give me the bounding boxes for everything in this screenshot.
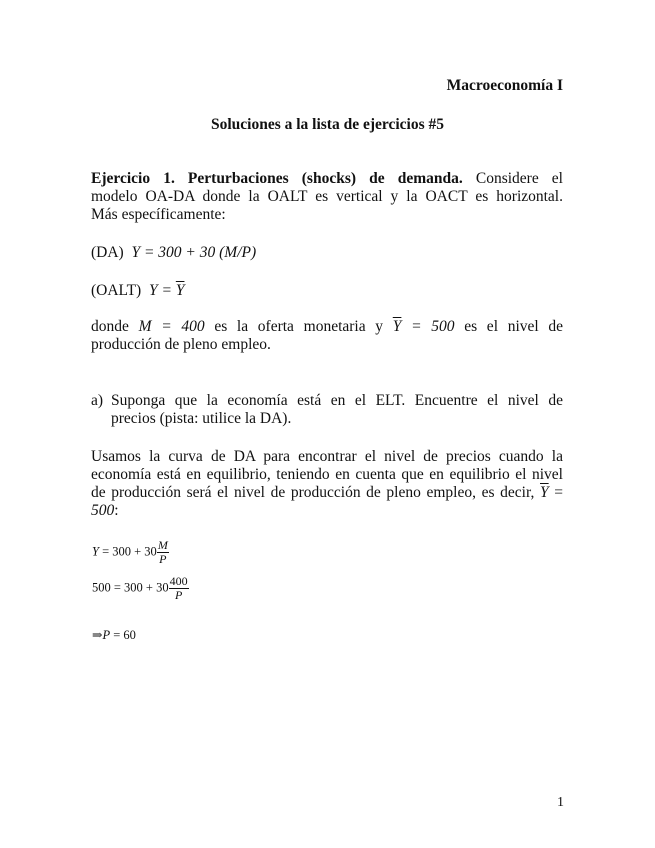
eq1-denominator: P (159, 552, 167, 566)
eq2-numerator: 400 (169, 574, 188, 588)
oalt-lhs: Y = (148, 282, 172, 299)
da-label: (DA) (91, 244, 124, 261)
math-equation-1 (92, 539, 169, 566)
eq1-lhs: Y (92, 544, 99, 559)
answer-colon: : (114, 502, 119, 519)
math-equation-2 (92, 575, 189, 602)
exercise-heading: Ejercicio 1. Perturbaciones (shocks) de demanda. (91, 170, 463, 187)
answer-500: 500 (91, 502, 115, 519)
eq1-numerator: M (157, 538, 168, 552)
exercise-intro-line-1 (91, 170, 563, 188)
answer-ybar: $\overline{Y}$ (540, 484, 549, 501)
eq2-lhs: 500 = 300 + 30 (92, 580, 169, 595)
answer-line-3 (91, 484, 563, 502)
exercise-intro-line-3: Más específicamente: (91, 206, 226, 223)
eq2-fraction (169, 575, 189, 602)
eq3-rest: = 60 (110, 628, 136, 642)
question-a-label: a) (91, 392, 104, 409)
document-subtitle: Soluciones a la lista de ejercicios #5 (210, 116, 445, 133)
definitions-line-1 (91, 318, 563, 336)
def-m-value: M = 400 (138, 318, 205, 335)
def-nivel: es el nivel de (464, 318, 564, 335)
implies-icon: ⇒ (92, 628, 103, 642)
answer-line-2: economía está en equilibrio, teniendo en cuenta que en equilibrio el nivel (91, 466, 563, 483)
math-equation-3 (92, 627, 136, 643)
eq3-var: P (102, 628, 111, 642)
eq2-denominator: P (174, 588, 183, 602)
exercise-intro-line-2: modelo OA-DA donde la OALT es vertical y la OACT es horizontal. (91, 188, 563, 205)
oalt-label: (OALT) (91, 282, 142, 299)
exercise-intro-rest: Considere el (475, 170, 563, 187)
definitions-line-2: producción de pleno empleo. (91, 336, 271, 353)
answer-line-4 (91, 502, 119, 520)
question-a-line-1: Suponga que la economía está en el ELT. Encuentre el nivel de (111, 392, 563, 409)
answer-line-1: Usamos la curva de DA para encontrar el nivel de precios cuando la (91, 448, 563, 465)
def-oferta: es la oferta monetaria y (214, 318, 384, 335)
course-title: Macroeconomía I (446, 77, 563, 94)
answer-line-3-text: de producción será el nivel de producción de pleno empleo, es decir, (91, 484, 535, 501)
def-ybar-value: = 500 (411, 318, 455, 335)
answer-equals: = (554, 484, 563, 501)
def-ybar: $\overline{Y}$ (392, 318, 402, 335)
question-a-line-2: precios (pista: utilice la DA). (111, 410, 292, 427)
oalt-ybar: $\overline{Y}$ (175, 282, 185, 299)
da-expression: Y = 300 + 30 (M/P) (131, 244, 257, 261)
eq1-fraction (157, 539, 169, 566)
page-number: 1 (557, 795, 564, 810)
def-donde: donde (91, 318, 129, 335)
oalt-equation (91, 282, 184, 300)
da-equation (91, 244, 256, 262)
eq1-mid: = 300 + 30 (98, 544, 157, 559)
